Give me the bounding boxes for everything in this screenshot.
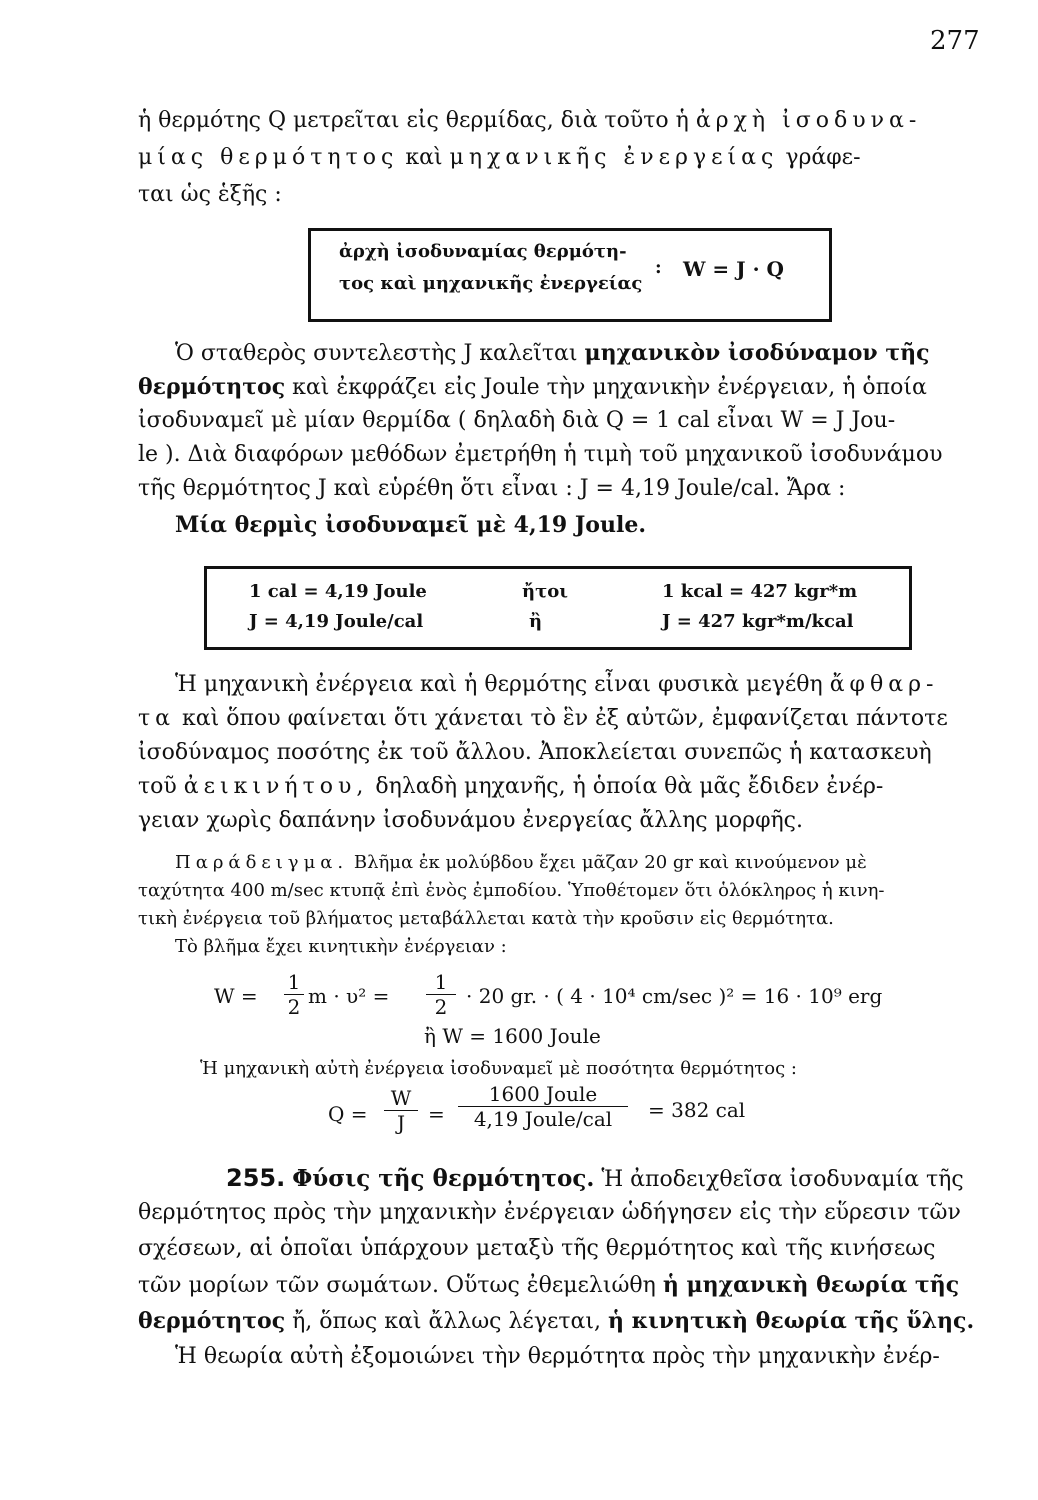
principle-box [308,228,832,322]
para2-spaced: ἄφθαρ- [829,672,939,697]
intro-line-3: ται ὡς ἑξῆς : [138,182,282,207]
para2-line-5: γειαν χωρὶς δαπάνην ἰσοδυνάμου ἐνεργείας ἄλλης μορφῆς. [138,808,803,833]
para1-line-6: Μία θερμὶς ἰσοδυναμεῖ μὲ 4,19 Joule. [175,512,646,538]
section-heading-line [226,1164,964,1192]
para1-line-1 [175,340,930,366]
intro-spaced: ἀρχὴ ἰσοδυνα- [695,108,922,133]
section-text: τῶν μορίων τῶν σωμάτων. Οὕτως ἐθεμελιώθη [138,1273,656,1298]
conversion-r1c2: ἤτοι [522,581,568,602]
para1-bold-term: θερμότητος [138,374,286,400]
example-line-3: τικὴ ἐνέργεια τοῦ βλήματος μεταβάλλεται κατὰ τὴν κροῦσιν εἰς θερμότητα. [138,908,834,929]
section-bold-term: ἡ μηχανικὴ θεωρία τῆς [662,1272,960,1298]
example-line-2: ταχύτητα 400 m/sec κτυπᾷ ἐπὶ ἑνὸς ἐμποδίου. Ὑποθέτομεν ὅτι ὁλόκληρος ἡ κινη- [138,880,885,901]
fraction-denominator: 2 [434,995,448,1019]
para1-line-3: ἰσοδυναμεῖ μὲ μίαν θερμίδα ( δηλαδὴ διὰ Q = 1 cal εἶναι W = J Jou- [138,408,896,433]
para1-text: Ὁ σταθερὸς συντελεστὴς J καλεῖται [175,341,578,366]
example-line-5: Ἡ μηχανικὴ αὐτὴ ἐνέργεια ἰσοδυναμεῖ μὲ ποσότητα θερμότητος : [200,1058,797,1079]
fraction-numerator: 1 [284,970,304,995]
conversion-r2c3: J = 427 kgr*m/kcal [662,611,854,632]
eq3-lhs: Q = [328,1102,368,1126]
principle-label-line-1: ἀρχὴ ἰσοδυναμίας θερμότη- [339,241,627,262]
eq1-middle: m · υ² = [308,984,390,1008]
section-number: 255. [226,1164,286,1192]
principle-colon: : [655,257,662,278]
intro-line-2 [138,145,861,170]
para1-line-4: le ). Διὰ διαφόρων μεθόδων ἐμετρήθη ἡ τιμὴ τοῦ μηχανικοῦ ἰσοδυνάμου [138,442,943,467]
conversion-box [204,566,912,650]
para2-line-4 [138,774,883,799]
intro-text: γράφε- [785,145,861,170]
eq2: ἢ W = 1600 Joule [424,1024,601,1048]
para1-bold-term: μηχανικὸν ἰσοδύναμον τῆς [584,340,930,366]
eq3-fraction-2 [458,1082,628,1131]
section-line-4 [138,1272,959,1298]
intro-text: καὶ [405,145,443,170]
eq3-fraction-1 [384,1086,418,1135]
section-line-6: Ἡ θεωρία αὐτὴ ἐξομοιώνει τὴν θερμότητα πρὸς τὴν μηχανικὴν ἐνέρ- [175,1344,940,1369]
section-text: Ἡ ἀποδειχθεῖσα ἰσοδυναμία τῆς [601,1167,964,1192]
para2-line-3: ἰσοδύναμος ποσότης ἐκ τοῦ ἄλλου. Ἀποκλείεται συνεπῶς ἡ κατασκευὴ [138,740,932,765]
para2-text: τοῦ [138,774,177,799]
section-line-3: σχέσεων, αἱ ὁποῖαι ὑπάρχουν μεταξὺ τῆς θερμότητος καὶ τῆς κινήσεως [138,1236,936,1261]
conversion-r1c3: 1 kcal = 427 kgr*m [662,581,858,602]
eq1-fraction-1 [284,970,304,1019]
intro-spaced: μηχανικῆς ἐνεργείας [449,145,779,170]
example-line-4: Τὸ βλῆμα ἔχει κινητικὴν ἐνέργειαν : [175,936,507,957]
intro-spaced: μίας θερμότητος [138,145,399,170]
section-bold-term: ἡ κινητικὴ θεωρία τῆς ὕλης. [608,1308,975,1334]
example-line-1 [175,852,867,873]
fraction-denominator: J [396,1111,406,1135]
conversion-r1c1: 1 cal = 4,19 Joule [249,581,427,602]
para2-text: καὶ ὅπου φαίνεται ὅτι χάνεται τὸ ἓν ἐξ αὐτῶν, ἐμφανίζεται πάντοτε [182,706,948,731]
conversion-r2c1: J = 4,19 Joule/cal [249,611,424,632]
para1-text: καὶ ἐκφράζει εἰς Joule τὴν μηχανικὴν ἐνέργειαν, ἡ ὁποία [292,375,927,400]
para2-spaced: τα [138,706,176,731]
section-bold-term: θερμότητος [138,1308,286,1334]
fraction-denominator: 4,19 Joule/cal [473,1107,613,1131]
section-line-2: θερμότητος πρὸς τὴν μηχανικὴν ἐνέργειαν ὡδήγησεν εἰς τὴν εὕρεσιν τῶν [138,1200,961,1225]
example-text: Βλῆμα ἐκ μολύβδου ἔχει μᾶζαν 20 gr καὶ κινούμενον μὲ [353,852,867,873]
eq1-fraction-2 [426,970,456,1019]
principle-formula: W = J · Q [683,257,784,281]
para2-text: Ἡ μηχανικὴ ἐνέργεια καὶ ἡ θερμότης εἶναι φυσικὰ μεγέθη [175,672,823,697]
eq1-rest: · 20 gr. · ( 4 · 10⁴ cm/sec )² = 16 · 10⁹ erg [466,984,883,1008]
eq1-lhs: W = [214,984,258,1008]
intro-line-1 [138,108,921,133]
fraction-numerator: 1600 Joule [458,1082,628,1107]
para2-spaced: ἀεικινήτου, [183,774,369,799]
para1-line-5: τῆς θερμότητος J καὶ εὑρέθη ὅτι εἶναι : J = 4,19 Joule/cal. Ἄρα : [138,476,846,501]
fraction-denominator: 2 [287,995,301,1019]
conversion-r2c2: ἢ [529,611,543,632]
section-text: ἤ, ὅπως καὶ ἄλλως λέγεται, [292,1309,602,1334]
page-number: 277 [930,26,980,56]
section-line-5 [138,1308,974,1334]
para2-text: δηλαδὴ μηχανῆς, ἡ ὁποία θὰ μᾶς ἔδιδεν ἐνέρ- [375,774,884,799]
eq3-result: = 382 cal [648,1098,746,1122]
fraction-numerator: W [384,1086,418,1111]
section-title: Φύσις τῆς θερμότητος. [292,1165,595,1192]
intro-text: ἡ θερμότης Q μετρεῖται εἰς θερμίδας, διὰ τοῦτο ἡ [138,108,689,133]
para2-line-1 [175,672,938,697]
principle-label-line-2: τος καὶ μηχανικῆς ἐνεργείας [339,273,643,294]
para2-line-2 [138,706,948,731]
para1-line-2 [138,374,927,400]
eq3-equals: = [428,1102,445,1126]
fraction-numerator: 1 [426,970,456,995]
example-label: Παράδειγμα. [175,852,349,873]
